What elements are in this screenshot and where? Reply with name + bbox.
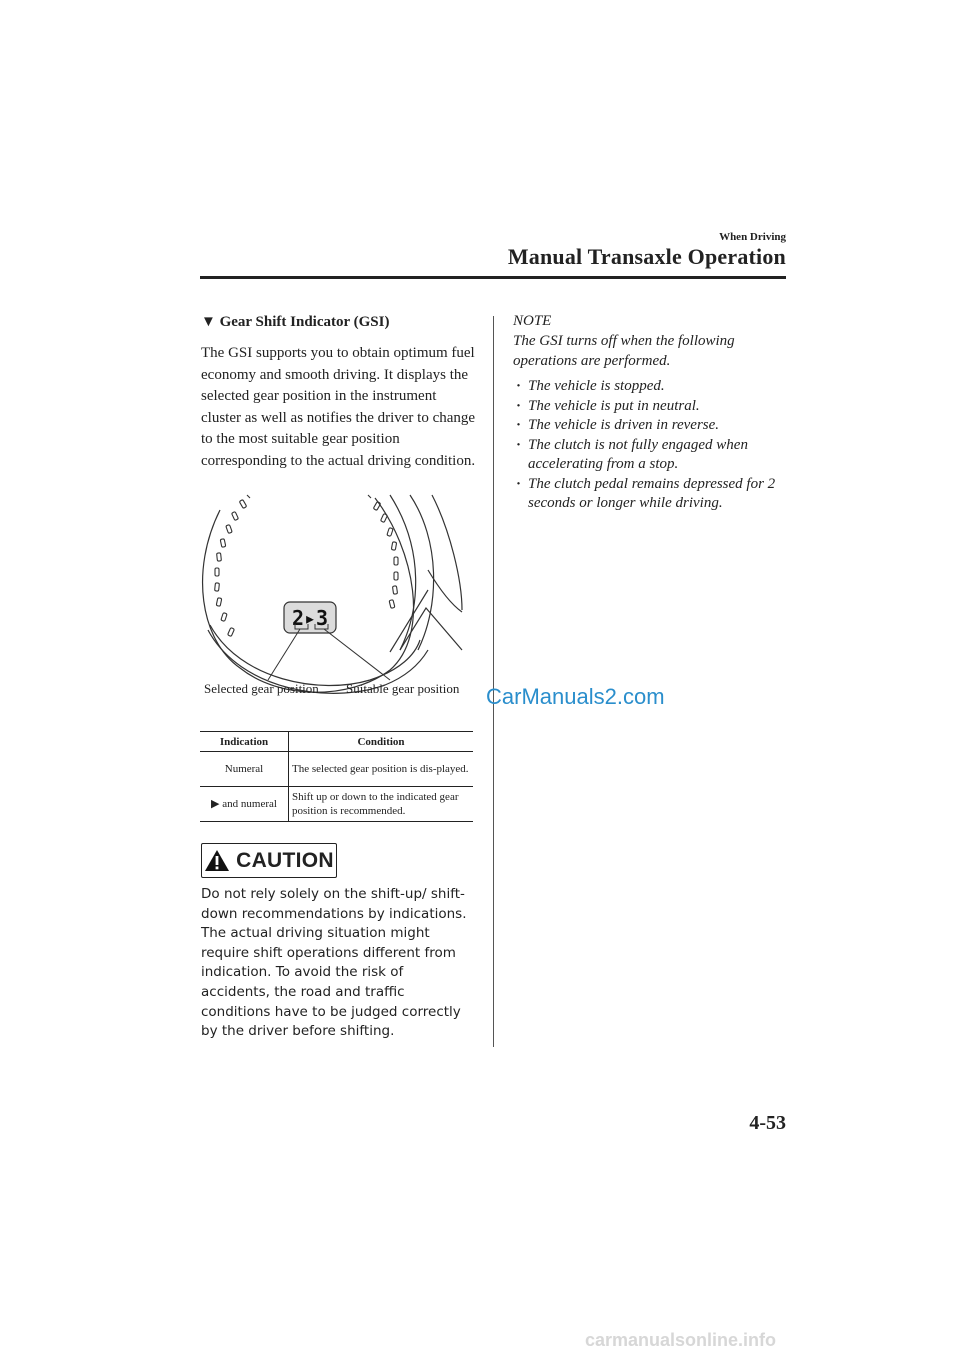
table-header-condition: Condition <box>289 732 474 752</box>
label-suitable-gear: Suitable gear position <box>346 681 460 696</box>
note-heading: NOTE <box>513 313 552 329</box>
table-header-indication: Indication <box>200 732 289 752</box>
warning-icon <box>204 849 230 872</box>
list-item: · The vehicle is driven in reverse. <box>513 416 783 436</box>
list-item: · The clutch pedal remains depressed for 2 seconds or longer while driving. <box>513 475 783 514</box>
gsi-description: The GSI supports you to obtain optimum fuel economy and smooth driving. It displays the selected gear position in the instrument cluster as well as notifies the driver to change to the most suitable gear position corresponding to the actual driving condition. <box>201 345 476 469</box>
section-heading: ▼ Gear Shift Indicator (GSI) <box>201 314 390 330</box>
note-list <box>513 377 783 514</box>
section-label: When Driving <box>719 231 786 243</box>
table-cell-indication: Numeral <box>200 752 289 787</box>
footer-watermark: carmanualsonline.info <box>585 1330 777 1350</box>
table-cell-condition: Shift up or down to the indicated gear position is recommended. <box>289 787 474 822</box>
list-item: · The vehicle is stopped. <box>513 377 783 397</box>
table-cell-condition: The selected gear position is dis-played. <box>289 752 474 787</box>
column-divider <box>493 316 494 1047</box>
table-row <box>200 787 473 822</box>
watermark-link[interactable]: CarManuals2.com <box>486 684 665 709</box>
header-rule <box>200 276 786 279</box>
label-selected-gear: Selected gear position <box>204 681 319 696</box>
indication-table <box>200 731 473 822</box>
table-cell-indication: ▶ and numeral <box>200 787 289 822</box>
caution-label: CAUTION <box>236 848 334 872</box>
gsi-display-value: 2▸3 <box>291 606 329 630</box>
list-item: · The clutch is not fully engaged when accelerating from a stop. <box>513 436 783 475</box>
caution-text: Do not rely solely on the shift-up/ shift-down recommendations by indications. The actual driving situation might require shift operations different from indication. To avoid the risk of accidents, the road and traffic conditions have to be judged correctly by the driver before shifting. <box>201 886 467 1040</box>
list-item: · The vehicle is put in neutral. <box>513 397 783 417</box>
gsi-cluster-illustration <box>200 490 475 705</box>
page-number: 4-53 <box>749 1112 786 1134</box>
note-intro: The GSI turns off when the following operations are performed. <box>513 333 735 369</box>
page-title: Manual Transaxle Operation <box>507 244 786 269</box>
table-row <box>200 752 473 787</box>
caution-badge <box>201 843 337 878</box>
